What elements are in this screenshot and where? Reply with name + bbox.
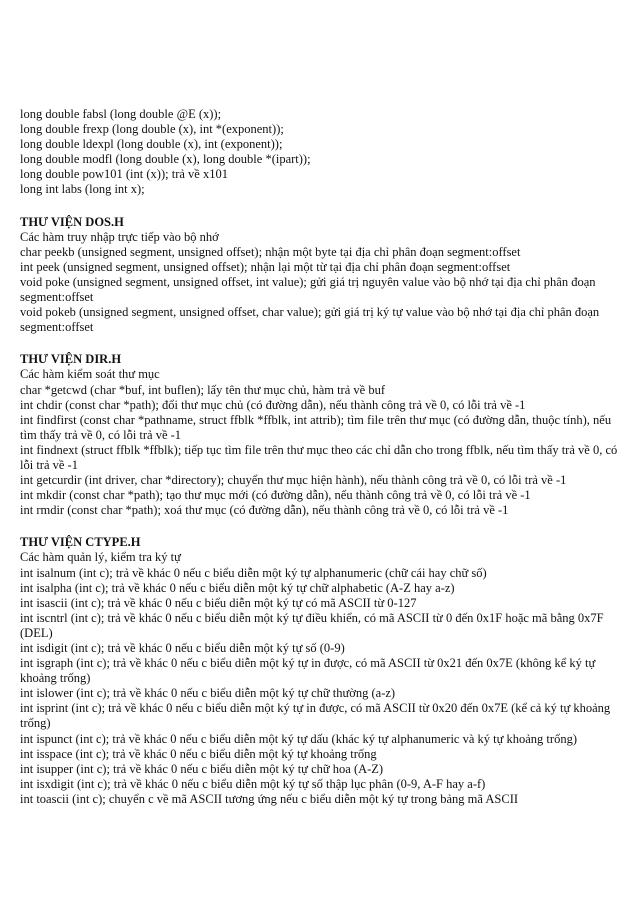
dir-line: int chdir (const char *path); đổi thư mục chủ (có đường dẫn), nếu thành công trả về 0, có lỗi trả về -1	[20, 397, 526, 412]
dos-section	[20, 215, 624, 336]
dos-line: void pokeb (unsigned segment, unsigned offset, char value); gửi giá trị ký tự value vào bộ nhớ tại địa chỉ phân đoạn segment:offset	[20, 305, 600, 335]
ctype-line: int toascii (int c); chuyển c về mã ASCII tương ứng nếu c biểu diễn một ký tự trong bảng mã ASCII	[20, 791, 519, 806]
math-line: long double pow101 (int (x)); trả về x101	[20, 167, 228, 182]
ctype-line: int islower (int c); trả về khác 0 nếu c biểu diễn một ký tự chữ thường (a-z)	[20, 686, 396, 701]
dos-line: Các hàm truy nhập trực tiếp vào bộ nhớ	[20, 229, 219, 244]
ctype-line: int ispunct (int c); trả về khác 0 nếu c biểu diễn một ký tự dấu (khác ký tự alphanumeric và ký tự khoảng trống)	[20, 731, 577, 746]
ctype-line: int isprint (int c); trả về khác 0 nếu c biểu diễn một ký tự in được, có mã ASCII từ 0x20 đến 0x7E (kể cả ký tự khoảng trống)	[20, 701, 611, 731]
dir-line: int rmdir (const char *path); xoá thư mục (có đường dẫn), nếu thành công trả về 0, có lỗi trả về -1	[20, 503, 509, 518]
dir-line: char *getcwd (char *buf, int buflen); lấy tên thư mục chủ, hàm trả về buf	[20, 382, 385, 397]
ctype-line: int isascii (int c); trả về khác 0 nếu c biểu diễn một ký tự có mã ASCII từ 0-127	[20, 595, 417, 610]
ctype-line: int isgraph (int c); trả về khác 0 nếu c biểu diễn một ký tự in được, có mã ASCII từ 0x21 đến 0x7E (không kể ký tự khoảng trống)	[20, 656, 596, 686]
math-line: long double ldexpl (long double (x), int (exponent));	[20, 137, 283, 152]
ctype-line: Các hàm quản lý, kiểm tra ký tự	[20, 550, 181, 565]
section-heading: THƯ VIỆN DIR.H	[20, 352, 122, 367]
ctype-line: int isdigit (int c); trả về khác 0 nếu c biểu diễn một ký tự số (0-9)	[20, 641, 345, 655]
dos-line: int peek (unsigned segment, unsigned offset); nhận lại một từ tại địa chỉ phân đoạn segment:offset	[20, 259, 511, 274]
ctype-section	[20, 535, 624, 807]
ctype-line: int isxdigit (int c); trả về khác 0 nếu c biểu diễn một ký tự số thập lục phân (0-9, A-F hay a-f)	[20, 776, 486, 791]
ctype-line: int isalpha (int c); trả về khác 0 nếu c biểu diễn một ký tự chữ alphabetic (A-Z hay a-z)	[20, 580, 455, 595]
dir-section	[20, 352, 624, 518]
dos-line: void poke (unsigned segment, unsigned offset, int value); gửi giá trị nguyên value vào bộ nhớ tại địa chỉ phân đoạn segment:offset	[20, 274, 596, 305]
math-section	[20, 107, 624, 198]
ctype-line: int isalnum (int c); trả về khác 0 nếu c biểu diễn một ký tự alphanumeric (chữ cái hay chữ số)	[20, 565, 487, 580]
ctype-line: int isspace (int c); trả về khác 0 nếu c biểu diễn một ký tự khoảng trống	[20, 746, 377, 761]
dir-line: int mkdir (const char *path); tạo thư mục mới (có đường dẫn), nếu thành công trả về 0, có lỗi trả về -1	[20, 488, 531, 503]
section-heading: THƯ VIỆN CTYPE.H	[20, 535, 141, 550]
dir-line: Các hàm kiểm soát thư mục	[20, 367, 160, 382]
section-heading: THƯ VIỆN DOS.H	[20, 214, 124, 229]
dos-line: char peekb (unsigned segment, unsigned offset); nhận một byte tại địa chỉ phân đoạn segment:offset	[20, 244, 521, 259]
ctype-line: int isupper (int c); trả về khác 0 nếu c biểu diễn một ký tự chữ hoa (A-Z)	[20, 761, 384, 776]
ctype-line: int iscntrl (int c); trả về khác 0 nếu c biểu diễn một ký tự điều khiển, có mã ASCII từ 0 đến 0x1F hoặc mã bằng 0x7F (DEL)	[20, 610, 604, 640]
document-page	[20, 107, 624, 807]
math-line: long double frexp (long double (x), int *(exponent));	[20, 122, 284, 137]
math-line: long double modfl (long double (x), long double *(ipart));	[20, 152, 311, 167]
math-line: long int labs (long int x);	[20, 182, 145, 197]
dir-line: int getcurdir (int driver, char *directory); chuyển thư mục hiện hành), nếu thành công trả về 0, có lỗi trả về -1	[20, 473, 567, 488]
dir-line: int findfirst (const char *pathname, struct ffblk *ffblk, int attrib); tìm file trên thư mục (có đường dẫn, thuộc tính), nếu tìm thấy trả về 0, có lỗi trả về -1	[20, 412, 612, 442]
dir-line: int findnext (struct ffblk *ffblk); tiếp tục tìm file trên thư mục theo các chỉ dẫn cho trong ffblk, nếu tìm thấy trả về 0, có lỗi trả về -1	[20, 442, 618, 472]
math-line: long double fabsl (long double @E (x));	[20, 107, 222, 121]
